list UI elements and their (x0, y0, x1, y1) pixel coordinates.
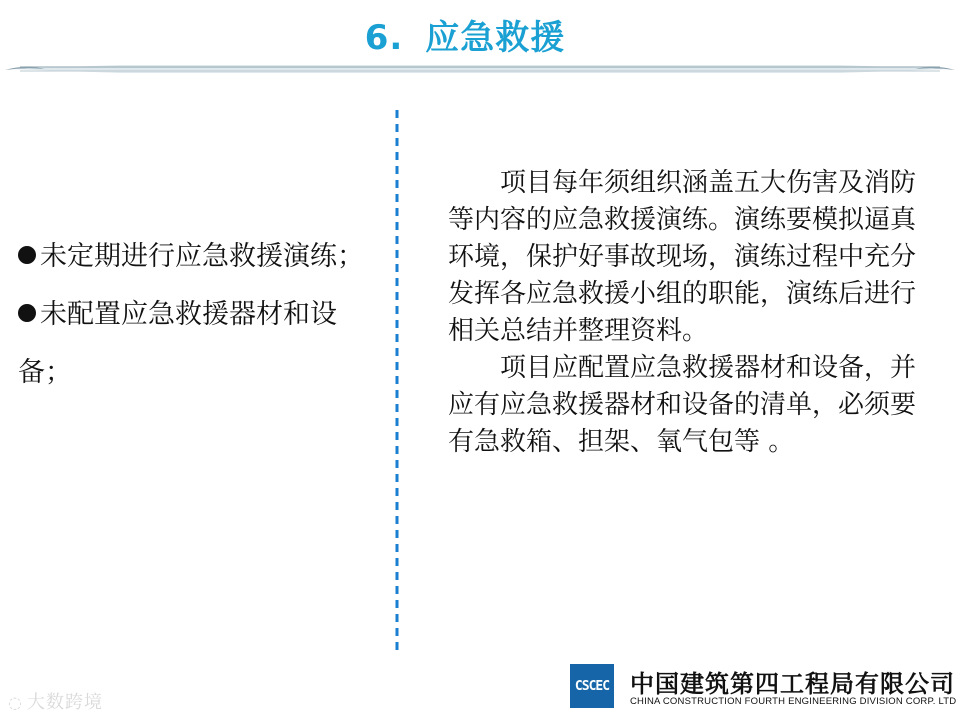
requirement-paragraph-1: 项目每年须组织涵盖五大伤害及消防等内容的应急救援演练。演练要模拟逼真环境，保护好事故现场，演练过程中充分发挥各应急救援小组的职能，演练后进行相关总结并整理资料。 (448, 168, 917, 346)
list-item (18, 286, 378, 402)
page-title (0, 10, 930, 59)
company-name-cn: 中国建筑第四工程局有限公司 (630, 670, 955, 698)
section-title: 应急救援 (425, 18, 566, 58)
bullet-icon (18, 246, 36, 264)
watermark (8, 688, 103, 714)
requirement-paragraph-2: 项目应配置应急救援器材和设备，并应有应急救援器材和设备的清单，必须要有急救箱、担架、氧气包等 。 (448, 353, 917, 457)
requirements-text (448, 165, 928, 461)
bullet-icon (18, 304, 36, 322)
issue-text-2: 未配置应急救援器材和设备； (18, 299, 337, 388)
section-number: 6. (364, 18, 404, 58)
list-item (18, 228, 378, 286)
watermark-icon: ◌ (8, 693, 23, 712)
watermark-text: 大数跨境 (26, 692, 103, 713)
company-logo (570, 662, 955, 712)
cscec-logo-icon: CSCEC (570, 664, 614, 708)
issues-list (18, 228, 378, 402)
company-name-en: CHINA CONSTRUCTION FOURTH ENGINEERING DIVISION CORP. LTD (630, 696, 957, 707)
issue-text-1: 未定期进行应急救援演练； (40, 241, 364, 272)
header-rule (0, 58, 960, 80)
column-divider (395, 110, 399, 650)
